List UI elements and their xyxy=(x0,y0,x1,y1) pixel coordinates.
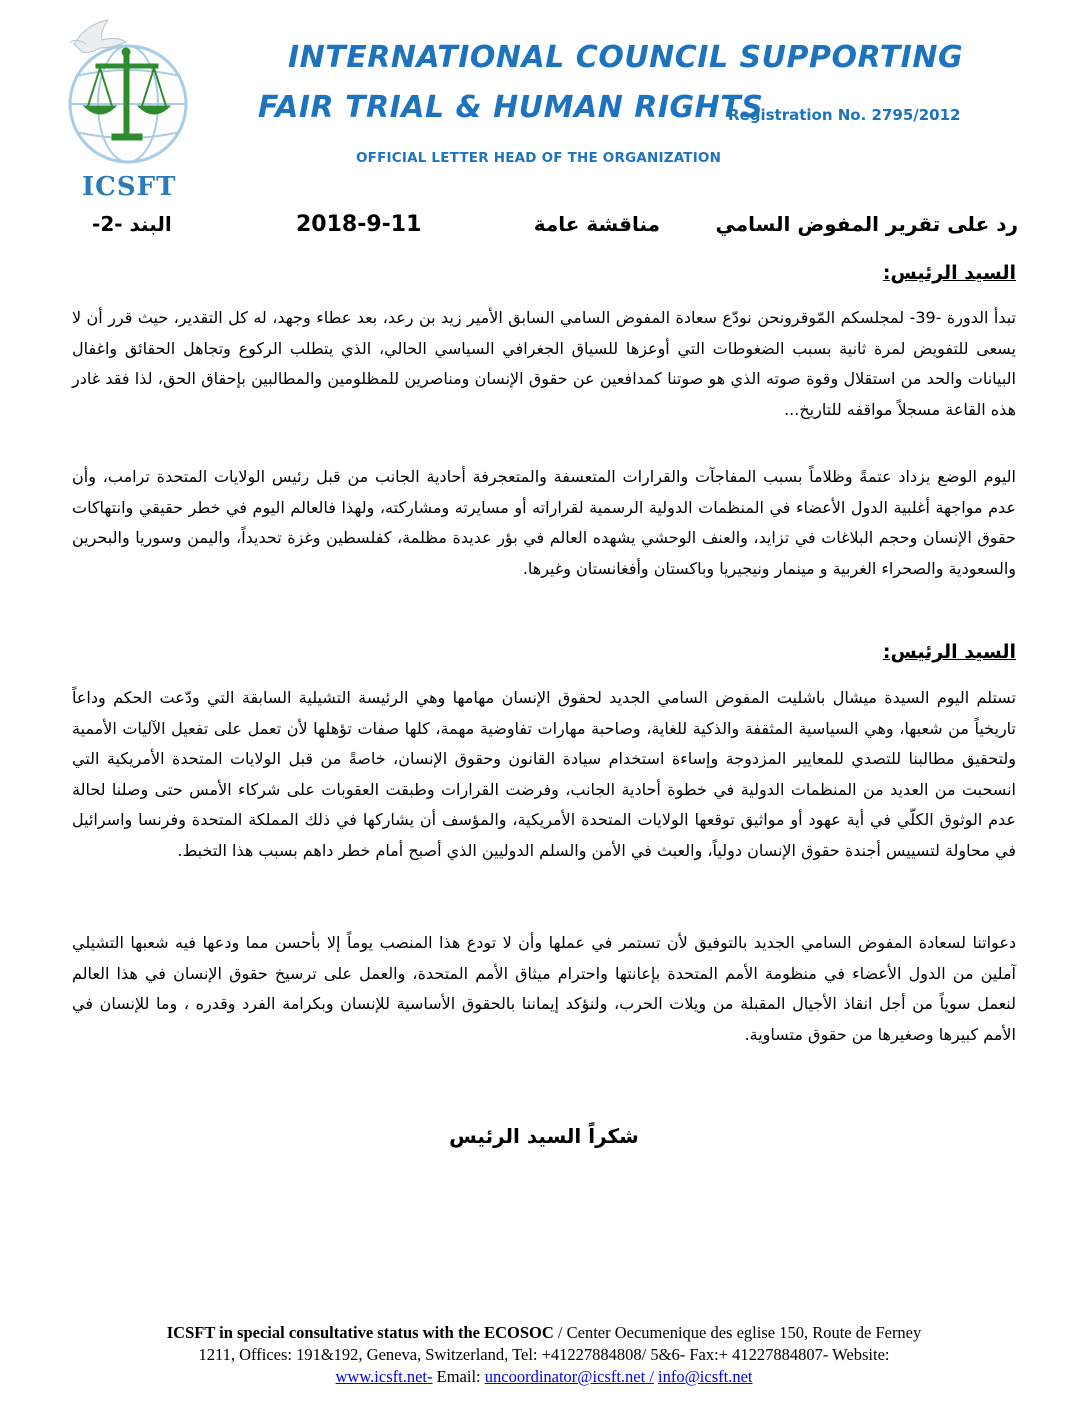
website-link[interactable]: www.icsft.net- xyxy=(335,1367,433,1386)
footer xyxy=(60,1322,1028,1388)
paragraph-3: تستلم اليوم السيدة ميشال باشليت المفوض السامي الجديد لحقوق الإنسان مهامها وهي الرئيسة التشيلية السابقة التي ودّعت الحكم وداعاً تاريخياً من شعبها، وهي السياسية المثقفة والذكية للغاية، وصاحبة مهارات تفاوضية مهمة، كلها صفات تؤهلها لأن تعمل على تفعيل الآليات الأممية ولتحقيق مطالبنا للتصدي للمعايير المزدوجة وإساءة استخدام سيادة القانون وحقوق الإنسان، خاصةً من قبل الولايات المتحدة الأمريكية التي انسحبت من العديد من المنظمات الدولية في خطوة أحادية الجانب، وفرضت القرارات وطبقت العقوبات على شركاء الأمس حتى وصلنا لحالة عدم الوثوق الكلّي في أية عهود أو مواثيق توقعها الولايات المتحدة الأمريكية، والمؤسف أن يشاركها في ذلك المملكة المتحدة وفرنسا واسرائيل في محاولة لتسييس أجندة حقوق الإنسان دولياً، والعبث في الأمن والسلم الدوليين الذي أصبح أمام خطر داهم بسبب هذا التخبط. xyxy=(72,688,1016,860)
paragraph-1: تبدأ الدورة -39- لمجلسكم المّوقرونحن نودّع سعادة المفوض السامي السابق الأمير زيد بن رعد، بعد عطاء وجهد، له كل التقدير، حيث قرر أن لا يسعى للتفويض لمرة ثانية بسبب الضغوطات التي أوعزها للسياق الجغرافي السياسي الحالي، الذي يتطلب الركوع وتجاهل الحقائق واغفال البيانات والحد من استقلال وقوة صوته الذي هو صوتنا كمدافعين عن حقوق الإنسان ومناصرين للمظلومين والمطالبين بإحقاق الحق، لذا فقد غادر هذه القاعة مسجلاً مواقفه للتاريخ... xyxy=(72,308,1016,419)
closing-thanks: شكراً السيد الرئيس xyxy=(449,1124,639,1148)
email-link-coordinator[interactable]: uncoordinator@icsft.net / xyxy=(484,1367,654,1386)
logo-graphic xyxy=(56,14,196,174)
organization-title-line1: INTERNATIONAL COUNCIL SUPPORTING xyxy=(288,40,964,75)
email-link-info[interactable]: info@icsft.net xyxy=(658,1367,753,1386)
heading-mr-president-1: السيد الرئيس: xyxy=(882,262,1016,284)
footer-line1 xyxy=(60,1322,1028,1344)
logo-text: ICSFT xyxy=(82,172,177,202)
paragraph-4: دعواتنا لسعادة المفوض السامي الجديد بالتوفيق لأن تستمر في عملها وأن لا تودع هذا المنصب يوماً إلا بأحسن مما ودعها فيه شعبها التشيلي آملين من الدول الأعضاء في منظومة الأمم المتحدة بإعانتها واحترام ميثاق الأمم المتحدة، والعمل على ترسيخ حقوق الإنسان في هذا العالم لنعمل سوياً من أجل انقاذ الأجيال المقبلة من ويلات الحرب، ولنؤكد إيماننا بالحقوق الأساسية للإنسان وبكرامة الفرد وقدره ، وما للإنسان في الأمم كبيرها وصغيرها من حقوق متساوية. xyxy=(72,933,1016,1044)
subject-date: 2018-9-11 xyxy=(296,212,422,237)
footer-address-line2: 1211, Offices: 191&192, Geneva, Switzerland, Tel: +41227884808/ 5&6- Fax:+ 41227884807- Website: xyxy=(198,1345,890,1364)
footer-line3 xyxy=(60,1366,1028,1388)
email-label: Email: xyxy=(432,1367,485,1386)
footer-address-line1: / Center Oecumenique des eglise 150, Route de Ferney xyxy=(557,1323,922,1342)
footer-status: ICSFT in special consultative status with the ECOSOC xyxy=(166,1323,554,1342)
registration-number: Registration No. 2795/2012 xyxy=(728,106,961,124)
subject-agenda-item: البند -2- xyxy=(92,212,172,236)
organization-title-line2: FAIR TRIAL & HUMAN RIGHTS xyxy=(258,90,764,125)
paragraph-2: اليوم الوضع يزداد عتمةً وظلاماً بسبب المفاجآت والقرارات المتعسفة والمتعجرفة أحادية الجانب من قبل رئيس الولايات المتحدة ترامب، وأن عدم مواجهة أغلبية الدول الأعضاء في المنظمات الدولية الرسمية لقراراته أو مسايرته ومشاركته، ولهذا فالعالم اليوم في خطر حقيقي وانتهاكات حقوق الإنسان وحجم البلاغات في تزايد، والعنف الوحشي يشهده العالم في بؤر عديدة مظلمة، كفلسطين وغزة تحديداً، واليمن وسوريا والبحرين والسعودية والصحراء الغربية و مينمار ونيجيريا وباكستان وأفغانستان وغيرها. xyxy=(72,467,1016,578)
letterhead-caption: OFFICIAL LETTER HEAD OF THE ORGANIZATION xyxy=(356,150,722,166)
subject-report: رد على تقرير المفوض السامي xyxy=(715,212,1018,236)
heading-mr-president-2: السيد الرئيس: xyxy=(882,641,1016,663)
subject-general-debate: مناقشة عامة xyxy=(533,212,660,236)
